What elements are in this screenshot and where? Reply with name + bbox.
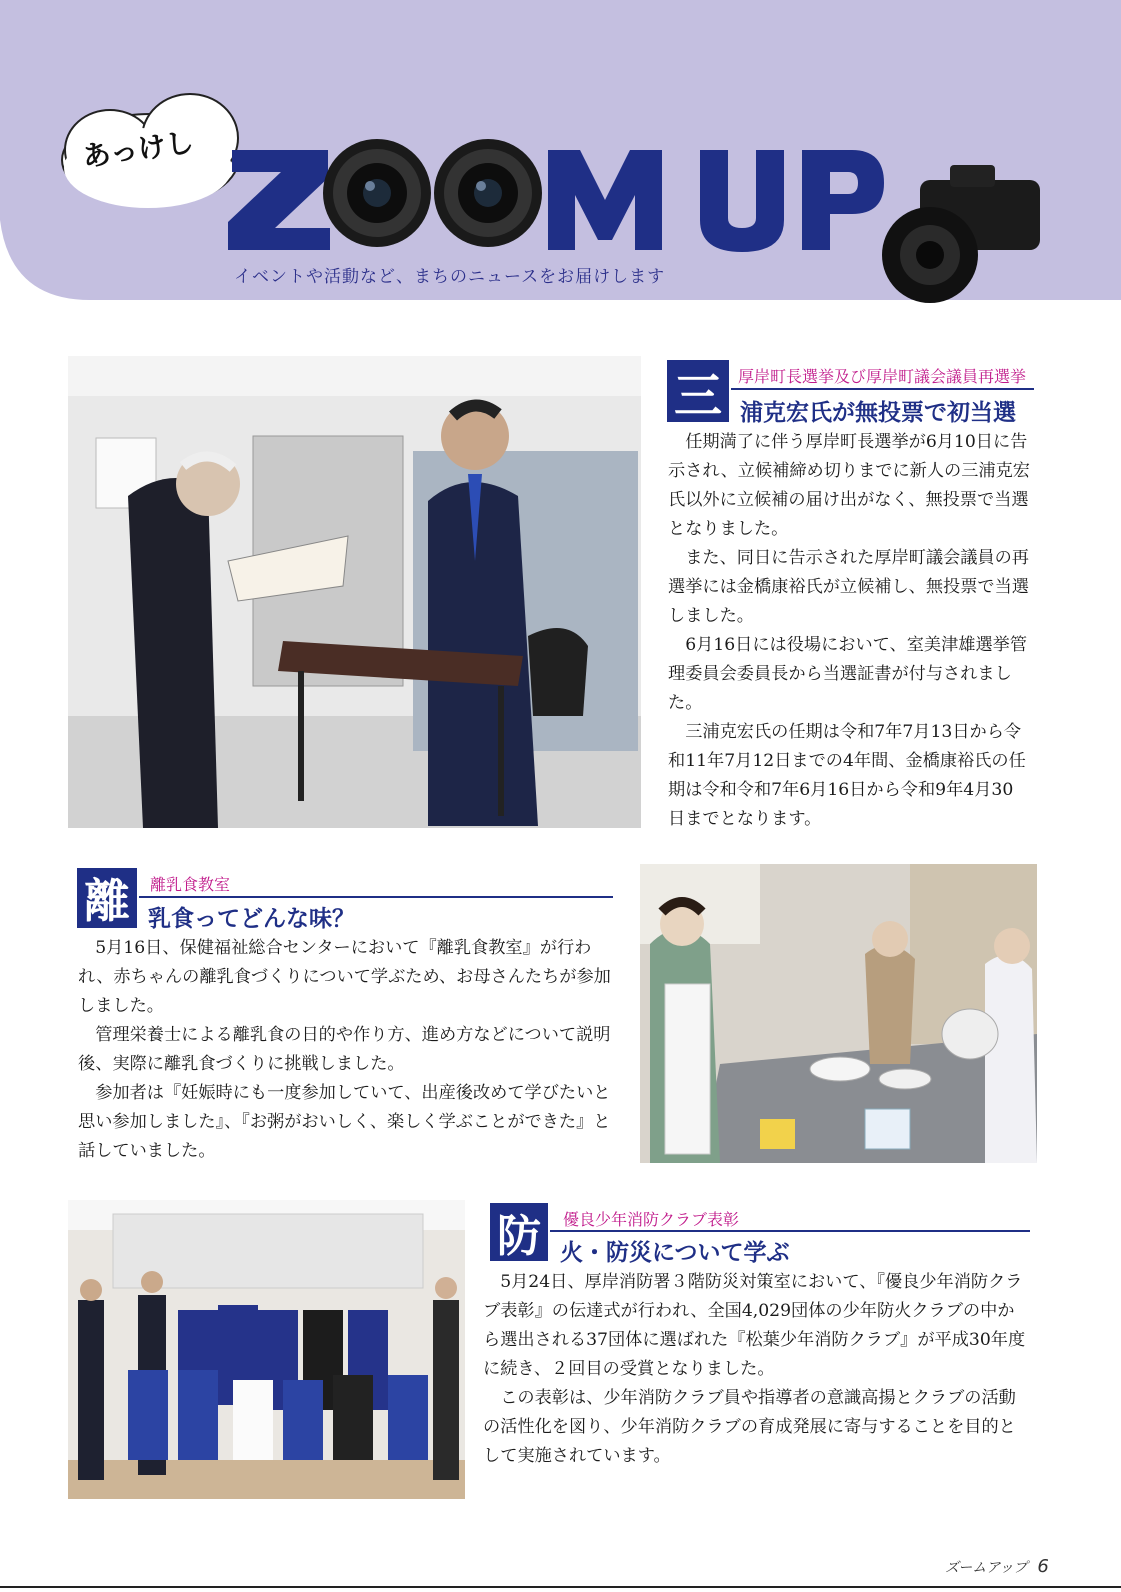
article3-tag: 優良少年消防クラブ表彰 (563, 1210, 740, 1229)
article2-rule (139, 896, 613, 898)
header-subtitle: イベントや活動など、まちのニュースをお届けします (234, 267, 666, 287)
article1-headline: 浦克宏氏が無投票で初当選 (740, 400, 1016, 426)
article3-headline: 火・防災について学ぶ (560, 1240, 790, 1266)
footer-label: ズームアップ (945, 1560, 1028, 1576)
cloud-text: あっけし (80, 125, 196, 174)
article2-kanji: 離 (77, 868, 137, 928)
article2-paragraph: 参加者は『妊娠時にも一度参加していて、出産後改めて学びたいと思い参加しました』、『お粥がおいしく、楽しく学ぶことができた』と話していました。 (78, 1083, 611, 1161)
article1-paragraph: 三浦克宏氏の任期は令和7年7月13日から令和11年7月12日までの4年間、金橋康裕氏の任期は令和令和7年6月16日から令和9年4月30日までとなります。 (668, 722, 1026, 829)
header-banner (0, 0, 1121, 320)
article3-kanji: 防 (490, 1203, 548, 1261)
article2-paragraph: 5月16日、保健福祉総合センターにおいて『離乳食教室』が行われ、赤ちゃんの離乳食づくりについて学ぶため、お母さんたちが参加しました。 (78, 938, 611, 1016)
photo-certificate-ceremony (68, 356, 641, 828)
article1-paragraph: 任期満了に伴う厚岸町長選挙が6月10日に告示され、立候補締め切りまでに新人の三浦克宏氏以外に立候補の届け出がなく、無投票で当選となりました。 (668, 432, 1030, 539)
page-number: 6 (1037, 1556, 1049, 1577)
article1-paragraph: また、同日に告示された厚岸町議会議員の再選挙には金橋康裕氏が立候補し、無投票で当選しました。 (668, 548, 1029, 626)
article3-body (483, 1268, 1031, 1471)
article2-tag: 離乳食教室 (150, 875, 231, 894)
article3-paragraph: この表彰は、少年消防クラブ員や指導者の意識高揚とクラブの活動の活性化を図り、少年消防クラブの育成発展に寄与することを目的として実施されています。 (483, 1388, 1016, 1466)
photo-baby-food-class (640, 864, 1037, 1163)
photo-fire-club-award (68, 1200, 465, 1499)
article3-paragraph: 5月24日、厚岸消防署３階防災対策室において、『優良少年消防クラブ表彰』の伝達式が行われ、全国4,029団体の少年防火クラブの中から選出される37団体に選ばれた『松葉少年消防クラブ』が平成30年度に続き、２回目の受賞となりました。 (483, 1272, 1026, 1379)
article1-body (668, 428, 1030, 834)
article3-rule (550, 1230, 1030, 1232)
article2-body (78, 934, 618, 1166)
article1-tag: 厚岸町長選挙及び厚岸町議会議員再選挙 (738, 367, 1027, 386)
page-footer (945, 1556, 1049, 1577)
bottom-rule (0, 1586, 1121, 1588)
article2-paragraph: 管理栄養士による離乳食の日的や作り方、進め方などについて説明後、実際に離乳食づくりに挑戦しました。 (78, 1025, 611, 1074)
article2-headline: 乳食ってどんな味？ (148, 906, 355, 932)
article1-kanji: 三 (667, 360, 729, 422)
article1-paragraph: 6月16日には役場において、室美津雄選挙管理委員会委員長から当選証書が付与されました。 (668, 635, 1028, 713)
article1-rule (731, 388, 1034, 390)
